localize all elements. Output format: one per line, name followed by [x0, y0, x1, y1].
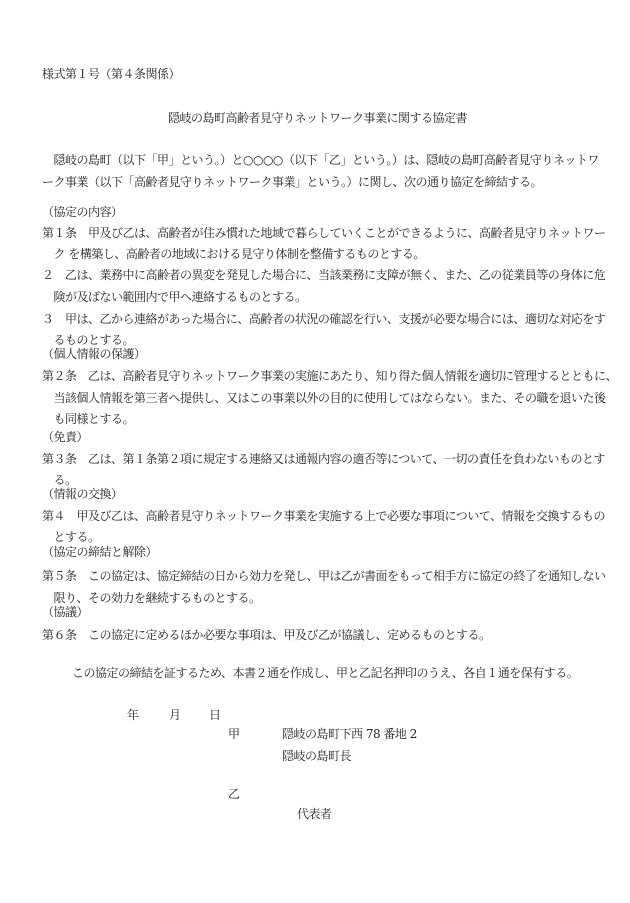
date-month: 月: [169, 708, 181, 722]
party-b-label: 乙: [228, 787, 240, 801]
party-a-label: 甲: [228, 727, 240, 741]
article-line: とする。: [42, 530, 100, 544]
form-label: 様式第１号（第４条関係）: [42, 67, 181, 81]
article-line: るものとする。: [42, 333, 135, 347]
section-heading: （免責）: [42, 430, 89, 444]
article-line: 険が及ばない範囲内で甲へ連絡するものとする。: [42, 290, 307, 304]
party-a-title: 隠岐の島町長: [282, 749, 352, 763]
article-line: 第３条 乙は、第１条第２項に規定する連絡又は通報内容の適否等について、一切の責任を負わないものとす: [42, 452, 606, 466]
article-line: 第６条 この協定に定めるほか必要な事項は、甲及び乙が協議し、定めるものとする。: [42, 628, 491, 642]
article-line: る。: [42, 473, 77, 487]
article-line: 当該個人情報を第三者へ提供し、又はこの事業以外の目的に使用してはならない。また、その職を退いた後: [42, 391, 606, 405]
intro-line: ーク事業（以下「高齢者見守りネットワーク事業」という。）に関し、次の通り協定を締結する。: [42, 175, 543, 189]
document-title: 隠岐の島町高齢者見守りネットワーク事業に関する協定書: [168, 111, 468, 125]
date-day: 日: [209, 708, 221, 722]
article-line: 第４ 甲及び乙は、高齢者見守りネットワーク事業を実施する上で必要な事項について、情報を交換するもの: [42, 509, 606, 523]
section-heading: （協議）: [42, 605, 89, 619]
article-line: 第５条 この協定は、協定締結の日から効力を発し、甲は乙が書面をもって相手方に協定の終了を通知しない: [42, 569, 606, 583]
section-heading: （協定の締結と解除）: [42, 545, 158, 559]
article-line: 第２条 乙は、高齢者見守りネットワーク事業の実施にあたり、知り得た個人情報を適切に管理するとともに、: [42, 369, 618, 383]
intro-line: 隠岐の島町（以下「甲」という。）と○○○○（以下「乙」という。）は、隠岐の島町高齢者見守りネットワ: [42, 153, 599, 167]
date-year: 年: [127, 708, 139, 722]
article-line: も同様とする。: [42, 412, 135, 426]
article-line: 限り、その効力を継続するものとする。: [42, 591, 261, 605]
article-line: 第１条 甲及び乙は、高齢者が住み慣れた地域で暮らしていくことができるように、高齢者見守りネットワー: [42, 226, 606, 240]
party-a-address: 隠岐の島町下西 78 番地 2: [282, 727, 417, 741]
section-heading: （情報の交換）: [42, 487, 123, 501]
article-line: ３ 甲は、乙から連絡があった場合に、高齢者の状況の確認を行い、支援が必要な場合には、適切な対応をす: [42, 312, 606, 326]
section-heading: （協定の内容）: [42, 205, 123, 219]
party-b-representative: 代表者: [297, 807, 332, 821]
article-line: ク を構築し、高齢者の地域における見守り体制を整備するものとする。: [42, 247, 425, 261]
closing-statement: この協定の締結を証するため、本書２通を作成し、甲と乙記名押印のうえ、各自１通を保有する。: [72, 666, 579, 680]
article-line: ２ 乙は、業務中に高齢者の異変を発見した場合に、当該業務に支障が無く、また、乙の従業員等の身体に危: [42, 268, 606, 282]
section-heading: （個人情報の保護）: [42, 347, 146, 361]
